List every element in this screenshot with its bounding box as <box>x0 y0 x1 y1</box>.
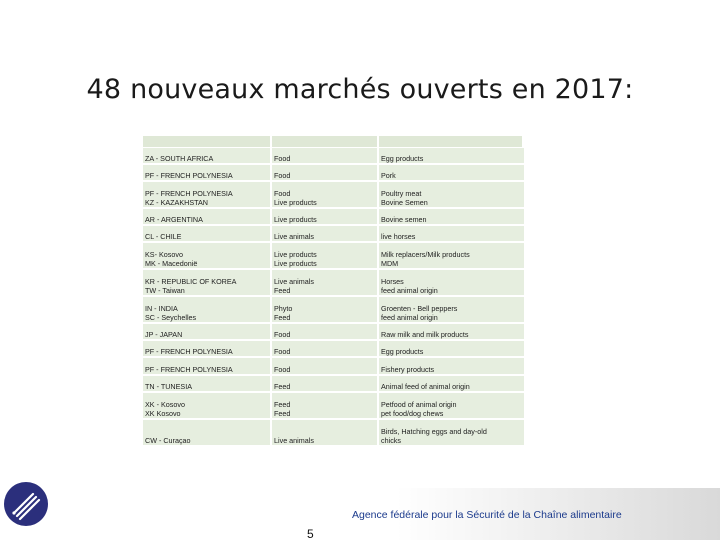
country-cell-line: PF - FRENCH POLYNESIA <box>145 347 233 356</box>
country-cell <box>143 358 272 374</box>
product-cell-line: Animal feed of animal origin <box>381 382 470 391</box>
scope-cell-line: Feed <box>274 382 291 391</box>
table-row <box>143 148 524 165</box>
product-cell-line: Pork <box>381 171 396 180</box>
scope-cell <box>272 165 379 180</box>
country-cell <box>143 324 272 339</box>
slide-title: 48 nouveaux marchés ouverts en 2017: <box>86 74 634 105</box>
country-cell-line: KZ - KAZAKHSTAN <box>145 198 208 207</box>
country-cell-line: MK - Macedonië <box>145 259 198 268</box>
scope-cell-line: Live products <box>274 215 317 224</box>
country-cell <box>143 226 272 241</box>
scope-cell <box>272 270 379 295</box>
table-row <box>143 341 524 358</box>
markets-table <box>143 136 524 447</box>
country-cell <box>143 376 272 391</box>
product-cell <box>379 226 524 241</box>
product-cell <box>379 209 524 224</box>
table-row <box>143 243 524 270</box>
product-cell-line: Fishery products <box>381 365 435 374</box>
product-cell <box>379 165 524 180</box>
scope-cell-line: Feed <box>274 400 291 409</box>
scope-cell <box>272 376 379 391</box>
country-cell-line: JP - JAPAN <box>145 330 183 339</box>
product-cell <box>379 358 524 374</box>
scope-cell <box>272 243 379 268</box>
country-cell <box>143 270 272 295</box>
country-cell-line: AR - ARGENTINA <box>145 215 203 224</box>
country-cell <box>143 341 272 356</box>
country-cell <box>143 148 272 163</box>
product-cell-line: Egg products <box>381 154 424 163</box>
scope-cell <box>272 393 379 418</box>
scope-cell-line: Live animals <box>274 436 314 445</box>
product-cell-line: MDM <box>381 259 399 268</box>
product-cell-line: Milk replacers/Milk products <box>381 250 470 259</box>
agency-name: Agence fédérale pour la Sécurité de la Chaîne alimentaire <box>352 509 622 521</box>
scope-cell-line: Food <box>274 347 291 356</box>
product-cell <box>379 324 524 339</box>
product-cell-line: Egg products <box>381 347 424 356</box>
table-row <box>143 226 524 243</box>
country-cell-line: XK Kosovo <box>145 409 181 418</box>
product-cell <box>379 376 524 391</box>
scope-cell-line: Food <box>274 171 291 180</box>
scope-cell <box>272 148 379 163</box>
table-row <box>143 182 524 209</box>
country-cell-line: PF - FRENCH POLYNESIA <box>145 171 233 180</box>
table-row <box>143 358 524 376</box>
product-cell-line: Petfood of animal origin <box>381 400 457 409</box>
country-cell-line: PF - FRENCH POLYNESIA <box>145 365 233 374</box>
country-cell-line: KR - REPUBLIC OF KOREA <box>145 277 237 286</box>
scope-cell <box>272 358 379 374</box>
scope-cell <box>272 182 379 207</box>
table-row <box>143 324 524 341</box>
country-cell <box>143 182 272 207</box>
country-cell-line: KS- Kosovo <box>145 250 183 259</box>
table-row <box>143 209 524 226</box>
country-cell-line: CW - Curaçao <box>145 436 191 445</box>
table-header-row <box>143 136 524 148</box>
scope-cell-line: Phyto <box>274 304 293 313</box>
scope-cell-line: Feed <box>274 286 291 295</box>
scope-cell <box>272 226 379 241</box>
scope-cell-line: Food <box>274 189 291 198</box>
product-cell <box>379 420 524 445</box>
product-cell <box>379 393 524 418</box>
scope-cell-line: Feed <box>274 313 291 322</box>
product-cell <box>379 182 524 207</box>
table-row <box>143 270 524 297</box>
product-cell <box>379 297 524 322</box>
product-cell <box>379 341 524 356</box>
product-cell-line: Raw milk and milk products <box>381 330 469 339</box>
table-row <box>143 376 524 393</box>
scope-cell-line: Food <box>274 330 291 339</box>
table-row <box>143 165 524 182</box>
scope-cell-line: Food <box>274 154 291 163</box>
product-cell <box>379 148 524 163</box>
table-body <box>143 148 524 447</box>
scope-cell-line: Live animals <box>274 232 314 241</box>
product-cell-line: feed animal origin <box>381 313 438 322</box>
country-cell <box>143 243 272 268</box>
table-row <box>143 297 524 324</box>
product-cell-line: Poultry meat <box>381 189 422 198</box>
scope-cell-line: Live animals <box>274 277 314 286</box>
scope-cell <box>272 341 379 356</box>
product-cell <box>379 243 524 268</box>
product-cell-line: Groenten - Bell peppers <box>381 304 458 313</box>
table-row <box>143 420 524 447</box>
product-cell-line: Birds, Hatching eggs and day-old <box>381 427 487 436</box>
product-cell-line: feed animal origin <box>381 286 438 295</box>
product-cell-line: chicks <box>381 436 401 445</box>
country-cell-line: PF - FRENCH POLYNESIA <box>145 189 233 198</box>
country-cell-line: ZA - SOUTH AFRICA <box>145 154 214 163</box>
country-cell <box>143 165 272 180</box>
scope-cell-line: Feed <box>274 409 291 418</box>
table-row <box>143 393 524 420</box>
country-cell <box>143 209 272 224</box>
scope-cell <box>272 209 379 224</box>
header-cell <box>272 136 379 147</box>
country-cell-line: TN - TUNESIA <box>145 382 192 391</box>
scope-cell <box>272 324 379 339</box>
country-cell-line: IN - INDIA <box>145 304 178 313</box>
scope-cell <box>272 420 379 445</box>
scope-cell-line: Live products <box>274 250 317 259</box>
header-cell <box>379 136 524 147</box>
product-cell-line: Bovine semen <box>381 215 427 224</box>
header-cell <box>143 136 272 147</box>
country-cell <box>143 393 272 418</box>
afsca-logo-icon <box>2 480 50 528</box>
product-cell-line: live horses <box>381 232 416 241</box>
scope-cell-line: Live products <box>274 198 317 207</box>
scope-cell-line: Food <box>274 365 291 374</box>
country-cell-line: XK - Kosovo <box>145 400 185 409</box>
country-cell <box>143 420 272 445</box>
product-cell-line: Horses <box>381 277 404 286</box>
product-cell-line: pet food/dog chews <box>381 409 444 418</box>
scope-cell-line: Live products <box>274 259 317 268</box>
country-cell <box>143 297 272 322</box>
scope-cell <box>272 297 379 322</box>
country-cell-line: CL - CHILE <box>145 232 182 241</box>
country-cell-line: TW - Taiwan <box>145 286 185 295</box>
product-cell <box>379 270 524 295</box>
page-number: 5 <box>307 527 314 541</box>
product-cell-line: Bovine Semen <box>381 198 428 207</box>
country-cell-line: SC - Seychelles <box>145 313 197 322</box>
